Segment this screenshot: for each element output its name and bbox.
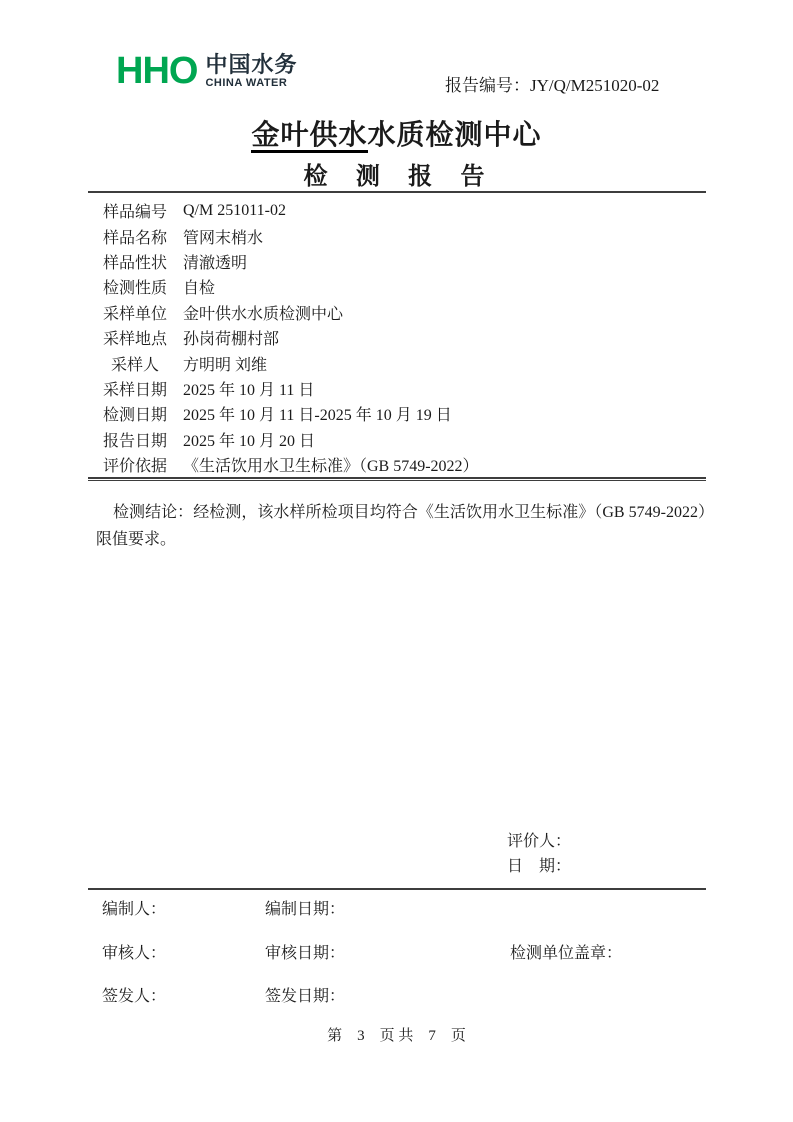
bottom-divider-line <box>88 888 706 890</box>
evaluator-label: 评价人： <box>507 833 572 850</box>
field-label: 报告日期 <box>102 432 167 450</box>
field-value: 清澈透明 <box>183 254 248 272</box>
issuer-label: 签发人： <box>102 988 167 1005</box>
sample-info-table <box>102 198 706 477</box>
field-value: 2025 年 10 月 20 日 <box>183 432 316 450</box>
logo-english-name: CHINA WATER <box>205 77 288 89</box>
table-row <box>102 274 706 299</box>
field-value: 方明明 刘维 <box>183 356 268 374</box>
table-row <box>102 325 706 350</box>
table-row <box>102 223 706 248</box>
signature-row-compiler <box>0 896 793 918</box>
report-number <box>445 71 659 96</box>
hho-logo-icon: HHO <box>116 50 198 92</box>
field-label: 评价依据 <box>102 458 167 476</box>
field-value: 金叶供水水质检测中心 <box>183 305 344 323</box>
table-row <box>102 300 706 325</box>
field-label: 检测日期 <box>102 407 167 425</box>
unit-stamp-label: 检测单位盖章： <box>510 945 623 962</box>
top-divider-line <box>88 191 706 193</box>
field-label: 采样单位 <box>102 305 167 323</box>
table-row <box>102 401 706 426</box>
document-title-rest: 水质检测中心 <box>367 119 542 150</box>
table-row <box>102 249 706 274</box>
review-date-label: 审核日期： <box>265 945 346 962</box>
signature-row-reviewer <box>0 940 793 962</box>
field-value: 孙岗荷棚村部 <box>183 331 280 349</box>
compile-date-label: 编制日期： <box>265 901 346 918</box>
table-row <box>102 376 706 401</box>
field-label: 采样地点 <box>102 331 167 349</box>
compiler-label: 编制人： <box>102 901 167 918</box>
company-logo <box>116 52 297 90</box>
field-value: 2025 年 10 月 11 日 <box>183 381 315 399</box>
test-conclusion: 检测结论：经检测，该水样所检项目均符合《生活饮用水卫生标准》（GB 5749-2022）限值要求。 <box>96 504 714 548</box>
field-label: 采样日期 <box>102 381 167 399</box>
double-divider-line <box>88 477 706 481</box>
document-subtitle: 检 测 报 告 <box>303 163 490 190</box>
logo-text-block <box>205 53 297 89</box>
document-title <box>0 113 793 153</box>
field-value: 《生活饮用水卫生标准》（GB 5749-2022） <box>183 458 479 476</box>
issue-date-label: 签发日期： <box>265 988 346 1005</box>
field-label: 样品名称 <box>102 229 167 247</box>
field-label: 样品性状 <box>102 254 167 272</box>
document-title-underlined: 金叶供水 <box>251 119 367 153</box>
logo-chinese-name: 中国水务 <box>205 52 298 77</box>
evaluation-date-label: 日 期： <box>507 858 572 875</box>
evaluator-block <box>507 829 571 879</box>
field-value: 管网末梢水 <box>183 229 264 247</box>
field-value: 2025 年 10 月 11 日-2025 年 10 月 19 日 <box>183 407 452 425</box>
field-value: Q/M 251011-02 <box>183 201 286 219</box>
table-row <box>102 350 706 375</box>
table-row <box>102 427 706 452</box>
field-label: 采样人 <box>110 356 159 374</box>
table-row <box>102 452 706 477</box>
signature-row-issuer <box>0 983 793 1005</box>
field-value: 自检 <box>183 280 216 298</box>
report-number-label: 报告编号： <box>445 76 530 95</box>
reviewer-label: 审核人： <box>102 945 167 962</box>
field-label: 样品编号 <box>102 204 167 222</box>
report-number-value: JY/Q/M251020-02 <box>530 76 660 95</box>
field-label: 检测性质 <box>102 280 167 298</box>
page-number-indicator: 第 3 页 共 7 页 <box>327 1028 466 1044</box>
table-row <box>102 198 706 223</box>
